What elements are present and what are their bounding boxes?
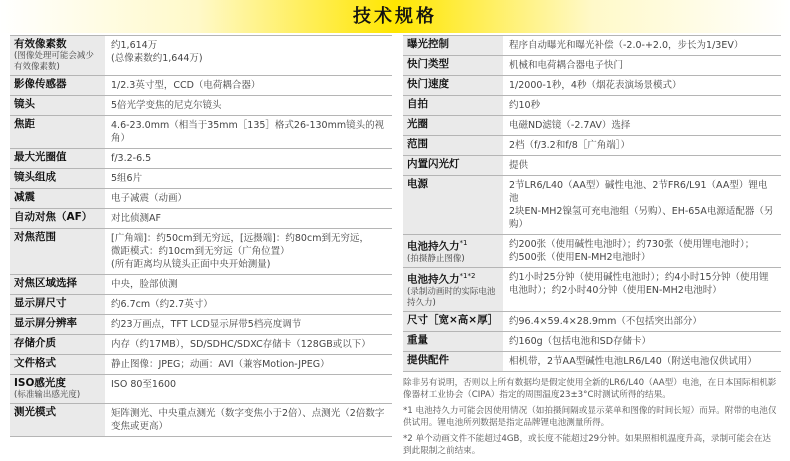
spec-label: 范围: [403, 136, 503, 155]
spec-label: 光圈: [403, 116, 503, 135]
spec-row-focal-length: [10, 116, 392, 149]
spec-row-power-source: [403, 176, 781, 235]
spec-value: 内存（约17MB），SD/SDHC/SDXC存储卡（128GB或以下）: [111, 339, 371, 350]
left-spec-table: [10, 35, 392, 437]
spec-value: 5组6片: [111, 173, 143, 184]
spec-label: 重量: [403, 332, 503, 351]
spec-label: 内置闪光灯: [403, 156, 503, 175]
spec-value: 约160g（包括电池和SD存储卡）: [509, 335, 652, 347]
spec-label: 显示屏尺寸: [10, 295, 105, 314]
spec-value: 约1小时25分钟（使用碱性电池时）；约4小时15分钟（使用锂电池时）；约2小时40分钟（使用EN-MH2电池时）: [509, 272, 769, 296]
page-title: 技术规格: [353, 6, 437, 27]
spec-value: 机械和电荷耦合器电子快门: [509, 60, 624, 71]
spec-value: 矩阵测光、中央重点测光（数字变焦小于2倍）、点测光（2倍数字变焦或更高）: [111, 408, 385, 432]
spec-value: 约23万画点，TFT LCD显示屏带5档亮度调节: [111, 319, 302, 330]
spec-row-monitor-resolution: [10, 315, 392, 335]
spec-row-battery-life-movie: [403, 268, 781, 312]
footnote-general: 除非另有说明，否则以上所有数据均是假定使用全新的LR6/L40（AA型）电池，在日本国际相机影像器材工业协会（CIPA）指定的周围温度23±3°C时测试所得的结果。: [403, 377, 777, 400]
spec-value: 中央，脸部侦测: [111, 279, 178, 290]
spec-row-vibration-reduction: [10, 189, 392, 209]
spec-label: 减震: [10, 189, 105, 208]
spec-label: 显示屏分辨率: [10, 315, 105, 334]
spec-row-focus-area: [10, 275, 392, 295]
footnote-2: *2 单个动画文件不能超过4GB，或长度不能超过29分钟。如果照相机温度升高，录制可能会在达到此限制之前结束。: [403, 433, 772, 456]
spec-row-max-aperture: [10, 149, 392, 169]
spec-value: 程序自动曝光和曝光补偿（-2.0-+2.0，步长为1/3EV）: [509, 40, 744, 51]
spec-row-self-timer: [403, 96, 781, 116]
spec-label: 提供配件: [403, 352, 503, 371]
spec-value: ISO 80至1600: [111, 379, 177, 390]
spec-label: 电池持久力$^{*1}$ (拍摄静止图像): [403, 235, 503, 267]
spec-row-dimensions: [403, 312, 781, 332]
spec-label: 电池持久力$^{*1*2}$ (录制动画时的实际电池持久力): [403, 268, 503, 311]
spec-value: 相机带，2节AA型碱性电池LR6/L40（附送电池仅供试用）: [509, 355, 757, 367]
spec-row-shutter-type: [403, 56, 781, 76]
spec-label: 快门速度: [403, 76, 503, 95]
right-spec-table: [403, 35, 781, 461]
spec-value: 静止图像：JPEG；动画：AVI（兼容Motion-JPEG）: [111, 359, 330, 370]
spec-row-exposure-control: [403, 35, 781, 56]
spec-row-file-format: [10, 355, 392, 375]
spec-label: 对焦范围: [10, 229, 105, 274]
spec-label: 自动对焦（AF）: [10, 209, 105, 228]
spec-value: 1/2.3英寸型，CCD（电荷耦合器）: [111, 80, 261, 91]
spec-row-shutter-speed: [403, 76, 781, 96]
spec-row-iso-sensitivity: [10, 375, 392, 404]
spec-label: 焦距: [10, 116, 105, 148]
spec-label: 电源: [403, 176, 503, 234]
spec-value: 电磁ND滤镜（-2.7AV）选择: [509, 120, 631, 131]
spec-row-battery-life-still: [403, 235, 781, 268]
spec-value: 4.6-23.0mm（相当于35mm［135］格式26-130mm镜头的视角）: [111, 120, 385, 144]
spec-label: 存储介质: [10, 335, 105, 354]
spec-row-effective-pixels: [10, 35, 392, 76]
footnotes: [403, 377, 781, 458]
spec-row-image-sensor: [10, 76, 392, 96]
spec-label: 文件格式: [10, 355, 105, 374]
footnote-1: *1 电池持久力可能会因使用情况（如拍摄间隔或显示菜单和图像的时间长短）而异。附带的电池仅供试用。锂电池所列数据是指定品牌锂电池测量所得。: [403, 405, 777, 428]
spec-label: 有效像素数 (图像处理可能会减少有效像素数): [10, 36, 105, 75]
spec-row-storage-media: [10, 335, 392, 355]
spec-row-accessories: [403, 352, 781, 372]
spec-row-built-in-flash: [403, 156, 781, 176]
spec-row-lens-construction: [10, 169, 392, 189]
spec-value: 5倍光学变焦的尼克尔镜头: [111, 100, 222, 111]
spec-row-metering: [10, 404, 392, 437]
spec-value: 1/2000-1秒，4秒（烟花表演场景模式）: [509, 80, 682, 91]
spec-label: 镜头: [10, 96, 105, 115]
title-bar: [0, 0, 790, 33]
spec-label: 自拍: [403, 96, 503, 115]
spec-value: 约6.7cm（约2.7英寸）: [111, 299, 213, 310]
spec-row-range: [403, 136, 781, 156]
spec-row-focus-range: [10, 229, 392, 275]
spec-value: 2档（f/3.2和f/8［广角端］）: [509, 140, 631, 151]
spec-row-monitor-size: [10, 295, 392, 315]
spec-row-aperture: [403, 116, 781, 136]
spec-label: 测光模式: [10, 404, 105, 436]
spec-label: 对焦区域选择: [10, 275, 105, 294]
spec-value: 电子减震（动画）: [111, 193, 188, 204]
spec-value: 约10秒: [509, 100, 541, 111]
spec-label: 曝光控制: [403, 36, 503, 55]
spec-row-lens: [10, 96, 392, 116]
spec-label: 镜头组成: [10, 169, 105, 188]
spec-value: 对比侦测AF: [111, 213, 161, 224]
spec-value: [广角端]：约50cm到无穷远，[远摄端]：约80cm到无穷远， 微距模式：约10cm到无穷远（广角位置） (所有距离均从镜头正面中央开始测量): [111, 233, 369, 270]
spec-label: 最大光圈值: [10, 149, 105, 168]
spec-label: 影像传感器: [10, 76, 105, 95]
spec-value: 2节LR6/L40（AA型）碱性电池、2节FR6/L91（AA型）锂电池 2块EN-MH2镍氢可充电池组（另购）、EH-65A电源适配器（另购）: [509, 180, 774, 230]
spec-label: ISO感光度 (标准输出感光度): [10, 375, 105, 403]
spec-row-weight: [403, 332, 781, 352]
spec-value: 提供: [509, 160, 529, 171]
spec-value: f/3.2-6.5: [111, 153, 152, 164]
spec-label: 尺寸［宽×高×厚］: [403, 312, 503, 331]
spec-label: 快门类型: [403, 56, 503, 75]
spec-value: 约200张（使用碱性电池时）；约730张（使用锂电池时）； 约500张（使用EN-MH2电池时）: [509, 239, 755, 263]
spec-row-autofocus: [10, 209, 392, 229]
spec-value: 约1,614万 (总像素数约1,644万): [111, 40, 203, 64]
spec-value: 约96.4×59.4×28.9mm（不包括突出部分）: [509, 315, 702, 327]
